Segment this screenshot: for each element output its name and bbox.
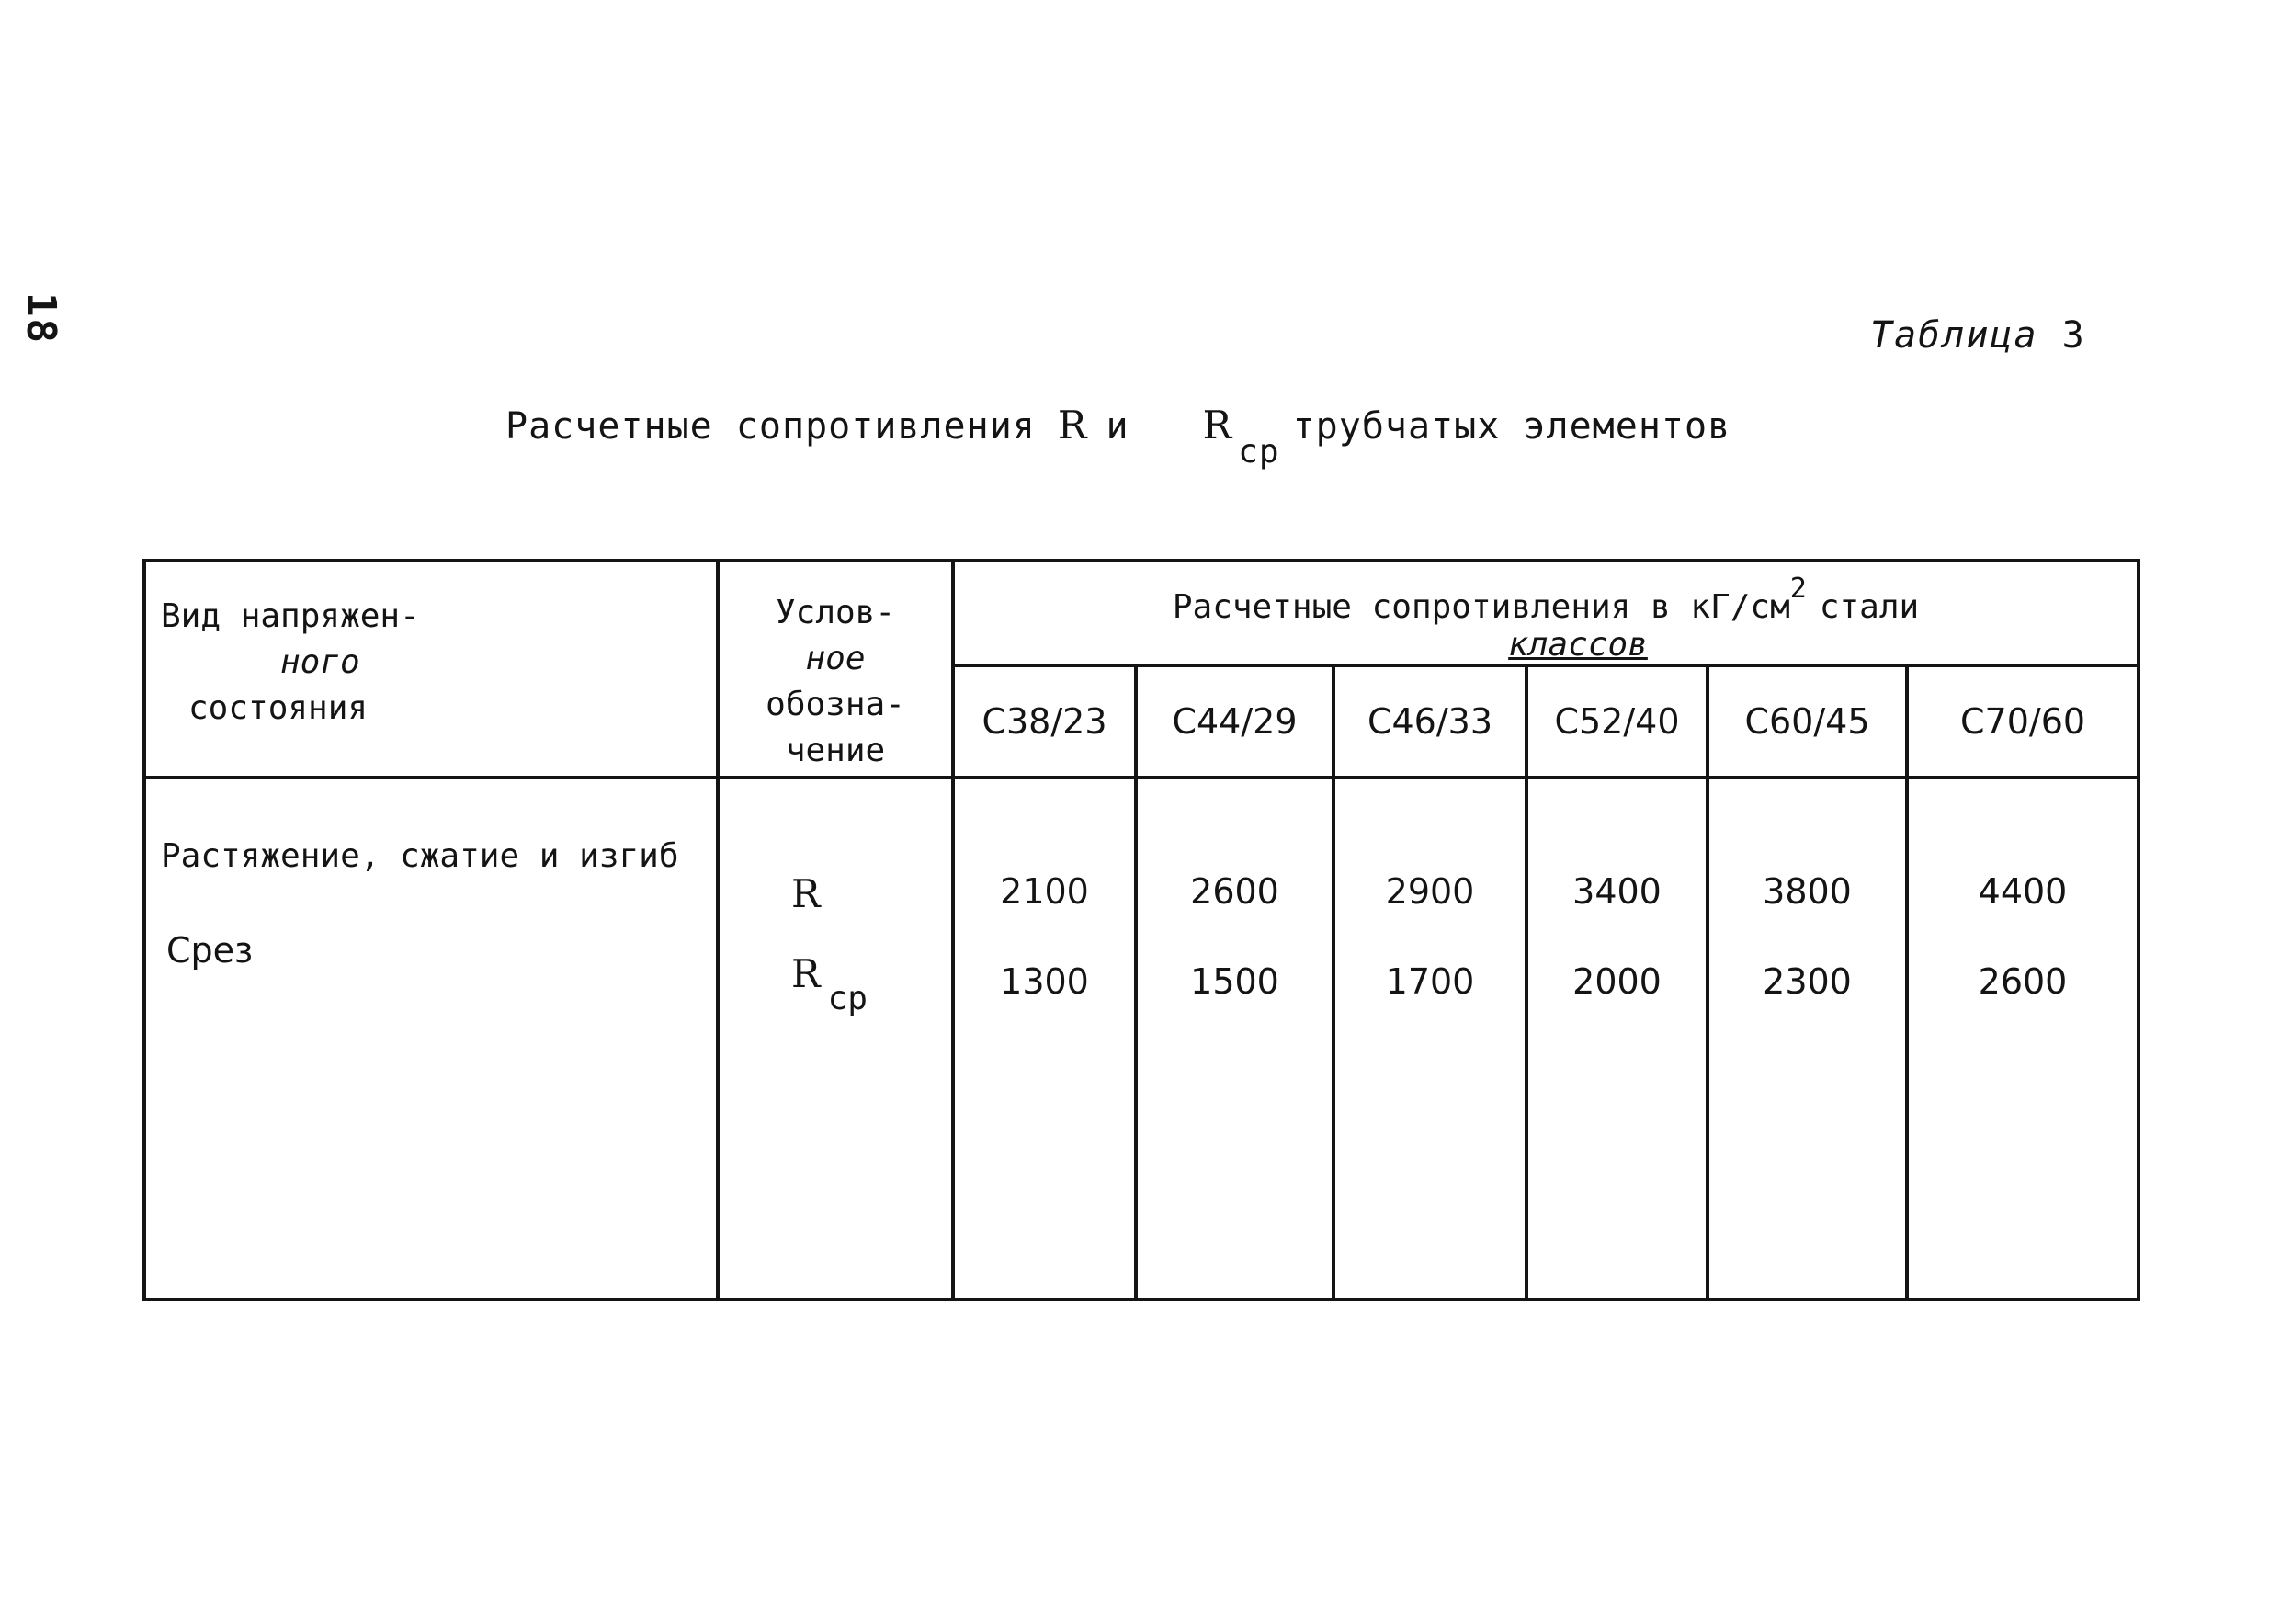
header-designation-line2: ное bbox=[805, 640, 866, 677]
header-designation-line3: обозна- bbox=[766, 686, 905, 723]
class-header: С52/40 bbox=[1526, 665, 1708, 778]
table-label bbox=[1870, 314, 2086, 357]
table-title bbox=[505, 403, 1731, 471]
header-stress-type-line1: Вид напряжен- bbox=[161, 597, 420, 635]
stress-type-shear: Срез bbox=[166, 930, 254, 971]
header-resistance-group bbox=[953, 561, 2139, 665]
value-r: 2600 bbox=[1190, 871, 1279, 912]
value-rcp: 2600 bbox=[1978, 961, 2068, 1002]
stress-type-tension: Растяжение, сжатие и изгиб bbox=[161, 837, 679, 875]
value-r: 2900 bbox=[1385, 871, 1475, 912]
title-symbol-rcp-sub: ср bbox=[1238, 433, 1280, 471]
table-label-number: 3 bbox=[2061, 314, 2086, 357]
header-stress-type-line3: состояния bbox=[188, 689, 369, 727]
header-designation bbox=[718, 561, 953, 778]
table-label-word: Таблица bbox=[1870, 314, 2038, 357]
header-group-line1-end: стали bbox=[1819, 588, 1920, 626]
value-cell bbox=[1907, 778, 2139, 1300]
class-header: С46/33 bbox=[1333, 665, 1526, 778]
value-cell bbox=[1526, 778, 1708, 1300]
value-r: 4400 bbox=[1978, 871, 2068, 912]
title-part1: Расчетные сопротивления bbox=[505, 405, 1036, 448]
class-header: С44/29 bbox=[1136, 665, 1333, 778]
header-designation-line4: чение bbox=[785, 732, 886, 769]
class-header: С38/23 bbox=[953, 665, 1136, 778]
designation-cell bbox=[718, 778, 953, 1300]
value-cell bbox=[1333, 778, 1526, 1300]
value-cell bbox=[1136, 778, 1333, 1300]
table-body-row bbox=[144, 778, 2139, 1300]
value-r: 3800 bbox=[1763, 871, 1852, 912]
resistance-table bbox=[142, 559, 2140, 1301]
symbol-rcp bbox=[791, 951, 951, 1017]
value-rcp: 2300 bbox=[1763, 961, 1852, 1002]
header-group-sup: 2 bbox=[1789, 573, 1807, 605]
header-designation-line1: Услов- bbox=[775, 594, 896, 631]
value-cell bbox=[1708, 778, 1907, 1300]
class-header: С60/45 bbox=[1708, 665, 1907, 778]
symbol-r: R bbox=[791, 871, 821, 916]
header-row-1 bbox=[144, 561, 2139, 665]
value-rcp: 1300 bbox=[1000, 961, 1089, 1002]
title-conjunction: и bbox=[1106, 405, 1129, 448]
title-symbol-r: R bbox=[1057, 403, 1088, 448]
header-stress-type-line2: ного bbox=[280, 643, 360, 681]
value-rcp: 1700 bbox=[1385, 961, 1475, 1002]
stress-type-cell bbox=[144, 778, 718, 1300]
page-number: 18 bbox=[17, 292, 64, 345]
symbol-rcp-sub: ср bbox=[827, 980, 868, 1017]
value-rcp: 1500 bbox=[1190, 961, 1279, 1002]
value-r: 3400 bbox=[1572, 871, 1662, 912]
value-r: 2100 bbox=[1000, 871, 1089, 912]
class-header: С70/60 bbox=[1907, 665, 2139, 778]
header-group-line2: классов bbox=[1508, 626, 1648, 664]
header-group-line1: Расчетные сопротивления в кГ/см bbox=[1172, 588, 1790, 626]
title-symbol-rcp: R bbox=[1202, 403, 1233, 448]
value-cell bbox=[953, 778, 1136, 1300]
symbol-rcp-main: R bbox=[791, 951, 821, 996]
title-part2: трубчатых элементов bbox=[1292, 405, 1731, 448]
header-stress-type bbox=[144, 561, 718, 778]
value-rcp: 2000 bbox=[1572, 961, 1662, 1002]
